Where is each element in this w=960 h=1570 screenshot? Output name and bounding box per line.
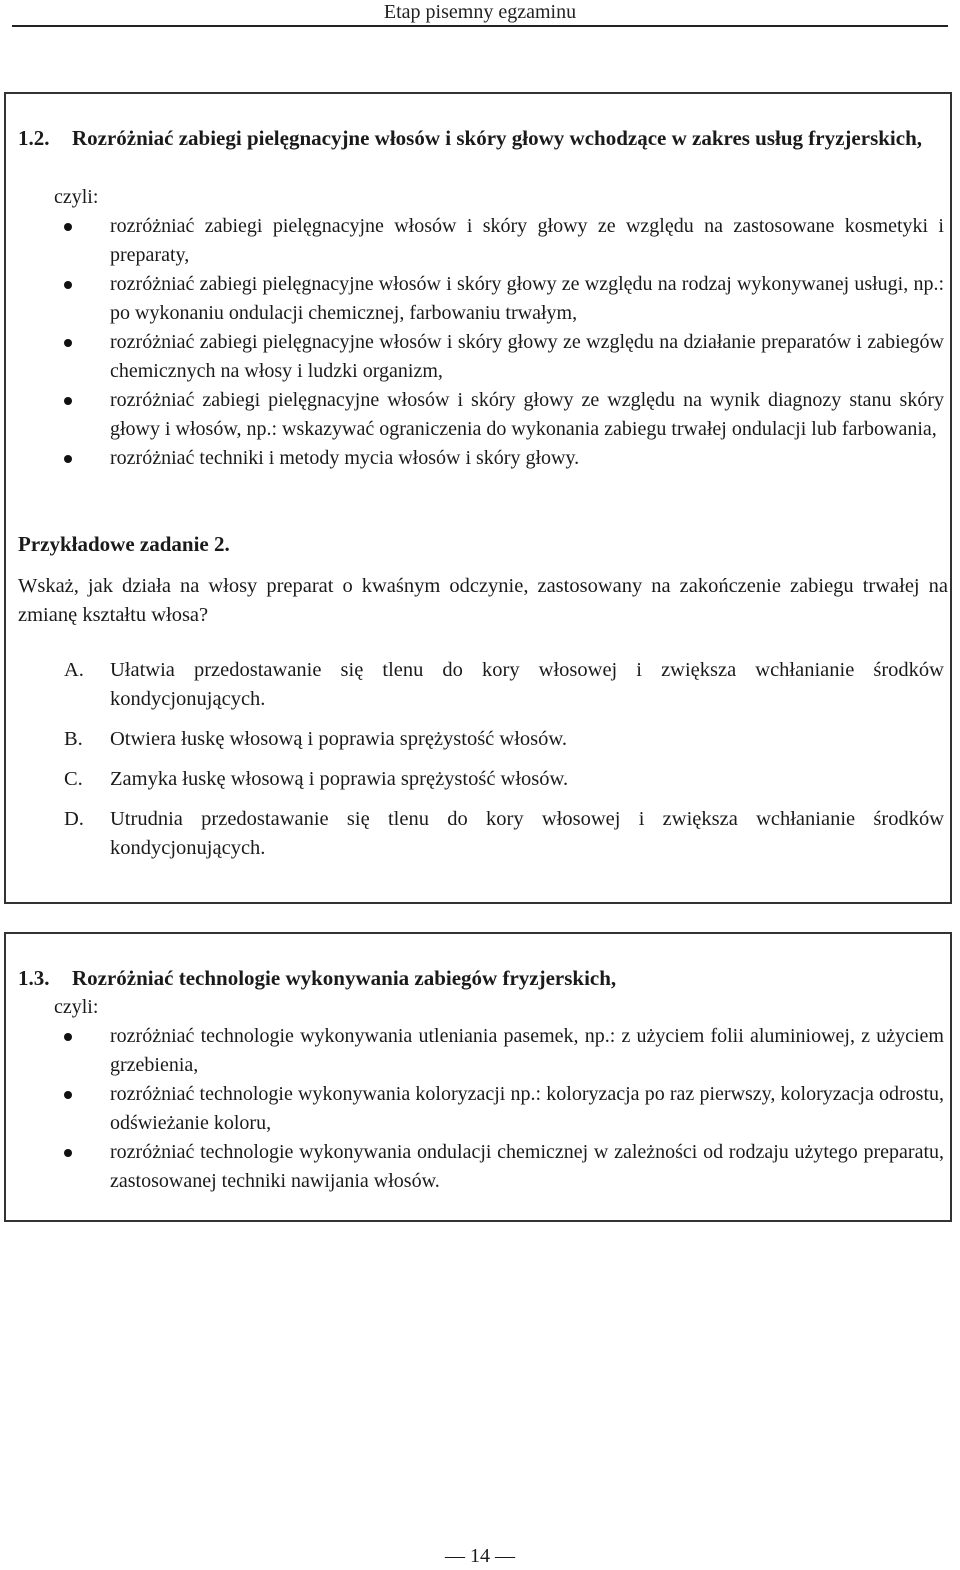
answer-list <box>6 656 950 874</box>
bullet-icon <box>64 223 72 231</box>
bullet-icon <box>64 397 72 405</box>
list-item: rozróżniać zabiegi pielęgnacyjne włosów i skóry głowy ze względu na działanie preparatów i zabiegów chemicznych na włosy i ludzki organizm, <box>6 328 950 386</box>
section-number: 1.2. <box>18 126 50 150</box>
list-item: rozróżniać technologie wykonywania utleniania pasemek, np.: z użyciem folii aluminiowej, z użyciem grzebienia, <box>6 1022 950 1080</box>
bullet-icon <box>64 281 72 289</box>
list-item: rozróżniać zabiegi pielęgnacyjne włosów i skóry głowy ze względu na zastosowane kosmetyki i preparaty, <box>6 212 950 270</box>
section-title <box>18 964 938 992</box>
answer-option-a: A. Ułatwia przedostawanie się tlenu do kory włosowej i zwiększa wchłanianie środków kondycjonujących. <box>6 656 950 714</box>
bullet-icon <box>64 1091 72 1099</box>
page-number: — 14 — <box>445 1545 515 1567</box>
bullet-icon <box>64 339 72 347</box>
section-box-1-3 <box>4 932 952 1222</box>
section-title-text: Rozróżniać technologie wykonywania zabiegów fryzjerskich, <box>72 966 617 990</box>
bullet-icon <box>64 455 72 463</box>
list-item: rozróżniać zabiegi pielęgnacyjne włosów i skóry głowy ze względu na rodzaj wykonywanej usługi, np.: po wykonaniu ondulacji chemicznej, farbowaniu trwałym, <box>6 270 950 328</box>
section-title <box>18 124 938 152</box>
answer-option-b: B. Otwiera łuskę włosową i poprawia sprężystość włosów. <box>6 725 950 754</box>
answer-letter: D. <box>64 808 84 830</box>
czyli-label: czyli: <box>54 996 99 1018</box>
bullet-icon <box>64 1033 72 1041</box>
example-question: Wskaż, jak działa na włosy preparat o kwaśnym odczynie, zastosowany na zakończenie zabiegu trwałej na zmianę kształtu włosa? <box>18 575 948 626</box>
page-header: Etap pisemny egzaminu <box>383 1 577 23</box>
answer-letter: C. <box>64 768 83 790</box>
section-box-1-2 <box>4 92 952 904</box>
answer-letter: A. <box>64 659 84 681</box>
answer-letter: B. <box>64 728 83 750</box>
header-divider <box>12 25 948 27</box>
list-item: rozróżniać zabiegi pielęgnacyjne włosów i skóry głowy ze względu na wynik diagnozy stanu skóry głowy i włosów, np.: wskazywać ograniczenia do wykonania zabiegu trwałej ondulacji lub farbowania, <box>6 386 950 444</box>
section-number: 1.3. <box>18 966 50 990</box>
example-heading: Przykładowe zadanie 2. <box>18 532 230 556</box>
section-title-text: Rozróżniać zabiegi pielęgnacyjne włosów i skóry głowy wchodzące w zakres usług fryzjerskich, <box>72 126 923 150</box>
answer-option-c: C. Zamyka łuskę włosową i poprawia sprężystość włosów. <box>6 765 950 794</box>
bullet-icon <box>64 1149 72 1157</box>
answer-option-d: D. Utrudnia przedostawanie się tlenu do kory włosowej i zwiększa wchłanianie środków kondycjonujących. <box>6 805 950 863</box>
bullet-list <box>6 1022 950 1196</box>
list-item: rozróżniać technologie wykonywania ondulacji chemicznej w zależności od rodzaju użytego preparatu, zastosowanej techniki nawijania włosów. <box>6 1138 950 1196</box>
list-item: rozróżniać techniki i metody mycia włosów i skóry głowy. <box>6 444 950 473</box>
bullet-list <box>6 212 950 473</box>
czyli-label: czyli: <box>54 186 99 208</box>
list-item: rozróżniać technologie wykonywania koloryzacji np.: koloryzacja po raz pierwszy, koloryzacja odrostu, odświeżanie koloru, <box>6 1080 950 1138</box>
